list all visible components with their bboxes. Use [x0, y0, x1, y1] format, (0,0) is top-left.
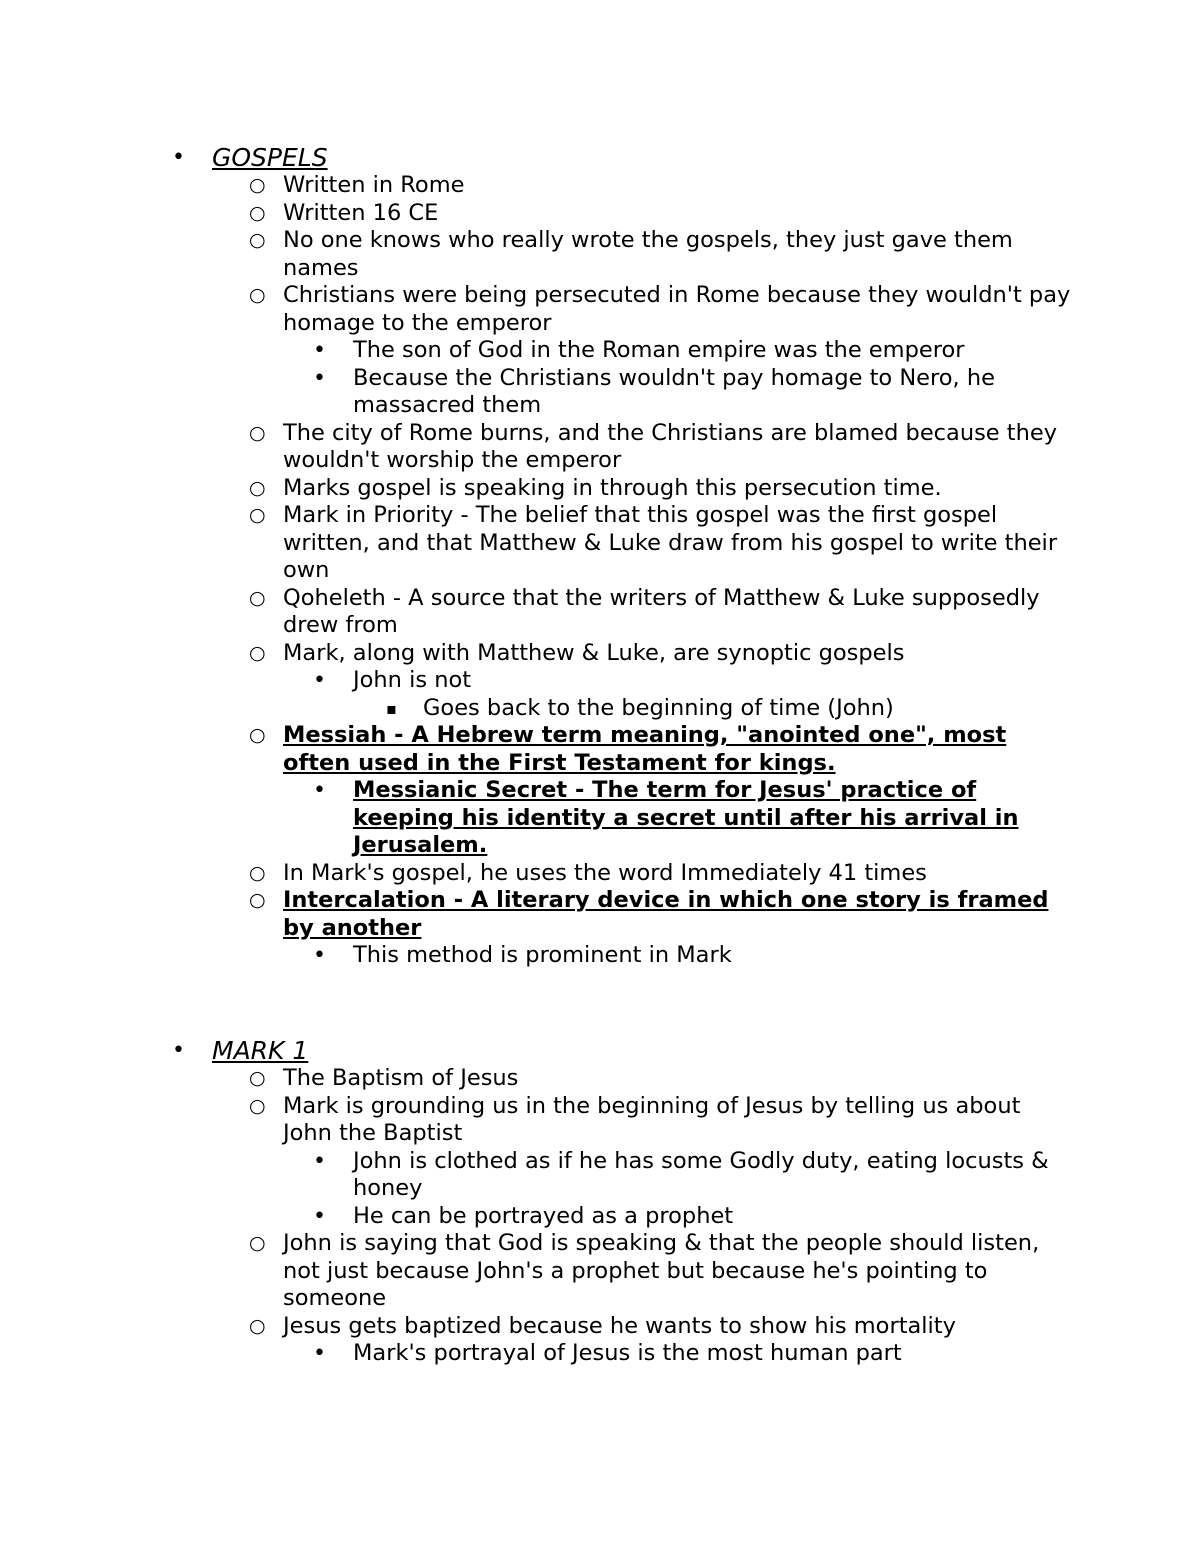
- bullet-circle-icon: ○: [249, 1314, 266, 1337]
- bullet-circle-icon: ○: [249, 476, 266, 499]
- bullet-circle-icon: ○: [249, 1094, 266, 1117]
- bullet-circle-icon: ○: [249, 1232, 266, 1254]
- section-mark-1: [0, 1036, 1200, 1368]
- section-heading: GOSPELS: [212, 143, 328, 172]
- term-definition: Messianic Secret - The term for Jesus' practice of keeping his identity a secret until after his arrival in Jerusalem.: [353, 777, 1019, 858]
- list-item: ○ Written in Rome: [249, 172, 465, 198]
- bullet-circle-icon: ○: [249, 421, 266, 444]
- list-item: ○ Mark is grounding us in the beginning of Jesus by telling us about John the Baptist: [249, 1092, 1021, 1146]
- bullet-disc-icon: •: [313, 1341, 326, 1366]
- list-item: ○ Mark in Priority - The belief that this gospel was the first gospel written, and that Matthew & Luke draw from his gospel to write their own: [249, 502, 1058, 583]
- bullet-circle-icon: ○: [249, 1067, 266, 1089]
- bullet-disc-icon: •: [172, 1038, 185, 1063]
- sub-list-item: [0, 777, 1073, 860]
- bullet-circle-icon: ○: [249, 586, 266, 609]
- bullet-circle-icon: ○: [249, 284, 266, 306]
- term-definition: Intercalation - A literary device in which one story is framed by another: [283, 887, 1049, 941]
- section-heading: MARK 1: [212, 1036, 309, 1065]
- list-item: [0, 722, 1073, 777]
- bullet-square-icon: ▪: [386, 698, 397, 718]
- sub-list-item: • John is not: [313, 667, 472, 693]
- bullet-circle-icon: ○: [249, 724, 266, 746]
- list-item: ○ Qoheleth - A source that the writers of Matthew & Luke supposedly drew from: [249, 584, 1040, 638]
- sub-list-item: • He can be portrayed as a prophet: [313, 1202, 734, 1229]
- bullet-disc-icon: •: [313, 943, 326, 968]
- sub-sub-list-item: ▪ Goes back to the beginning of time (John): [386, 694, 894, 721]
- bullet-circle-icon: ○: [249, 504, 266, 526]
- bullet-disc-icon: •: [313, 338, 326, 363]
- bullet-circle-icon: ○: [249, 201, 266, 224]
- list-item: ○ Marks gospel is speaking in through this persecution time.: [249, 474, 942, 501]
- section-heading-item: [0, 143, 1062, 172]
- sub-list-item: • Mark's portrayal of Jesus is the most human part: [313, 1340, 902, 1366]
- list-item: ○ The Baptism of Jesus: [249, 1065, 519, 1091]
- list-item: ○ Jesus gets baptized because he wants to show his mortality: [249, 1312, 956, 1339]
- bullet-circle-icon: ○: [249, 174, 266, 196]
- list-item: ○ Christians were being persecuted in Rome because they wouldn't pay homage to the emperor: [249, 282, 1071, 336]
- bullet-disc-icon: •: [313, 1203, 326, 1229]
- bullet-disc-icon: •: [313, 668, 326, 693]
- bullet-disc-icon: •: [313, 365, 326, 391]
- sub-list-item: • Because the Christians wouldn't pay homage to Nero, he massacred them: [313, 364, 995, 418]
- section-heading-item: [0, 1036, 1062, 1065]
- bullet-disc-icon: •: [313, 1148, 326, 1174]
- bullet-disc-icon: •: [313, 778, 326, 803]
- list-item: ○ Mark, along with Matthew & Luke, are synoptic gospels: [249, 639, 905, 666]
- section-gospels: [0, 143, 1200, 970]
- list-item: ○ John is saying that God is speaking & that the people should listen, not just because John's a prophet but because he's pointing to someone: [249, 1230, 1040, 1311]
- list-item: ○ The city of Rome burns, and the Christians are blamed because they wouldn't worship the emperor: [249, 419, 1058, 473]
- bullet-disc-icon: •: [172, 145, 185, 170]
- bullet-circle-icon: ○: [249, 861, 266, 884]
- bullet-circle-icon: ○: [249, 889, 266, 911]
- list-item: ○ No one knows who really wrote the gospels, they just gave them names: [249, 227, 1013, 281]
- sub-list-item: • This method is prominent in Mark: [313, 942, 732, 968]
- list-item: [0, 887, 1073, 942]
- bullet-circle-icon: ○: [249, 229, 266, 251]
- list-item: ○ In Mark's gospel, he uses the word Immediately 41 times: [249, 859, 927, 886]
- sub-list-item: • The son of God in the Roman empire was the emperor: [313, 337, 965, 363]
- term-definition: Messiah - A Hebrew term meaning, "anointed one", most often used in the First Testament for kings.: [283, 722, 1007, 776]
- sub-list-item: • John is clothed as if he has some Godly duty, eating locusts & honey: [313, 1147, 1049, 1201]
- list-item: ○ Written 16 CE: [249, 199, 439, 226]
- bullet-circle-icon: ○: [249, 641, 266, 664]
